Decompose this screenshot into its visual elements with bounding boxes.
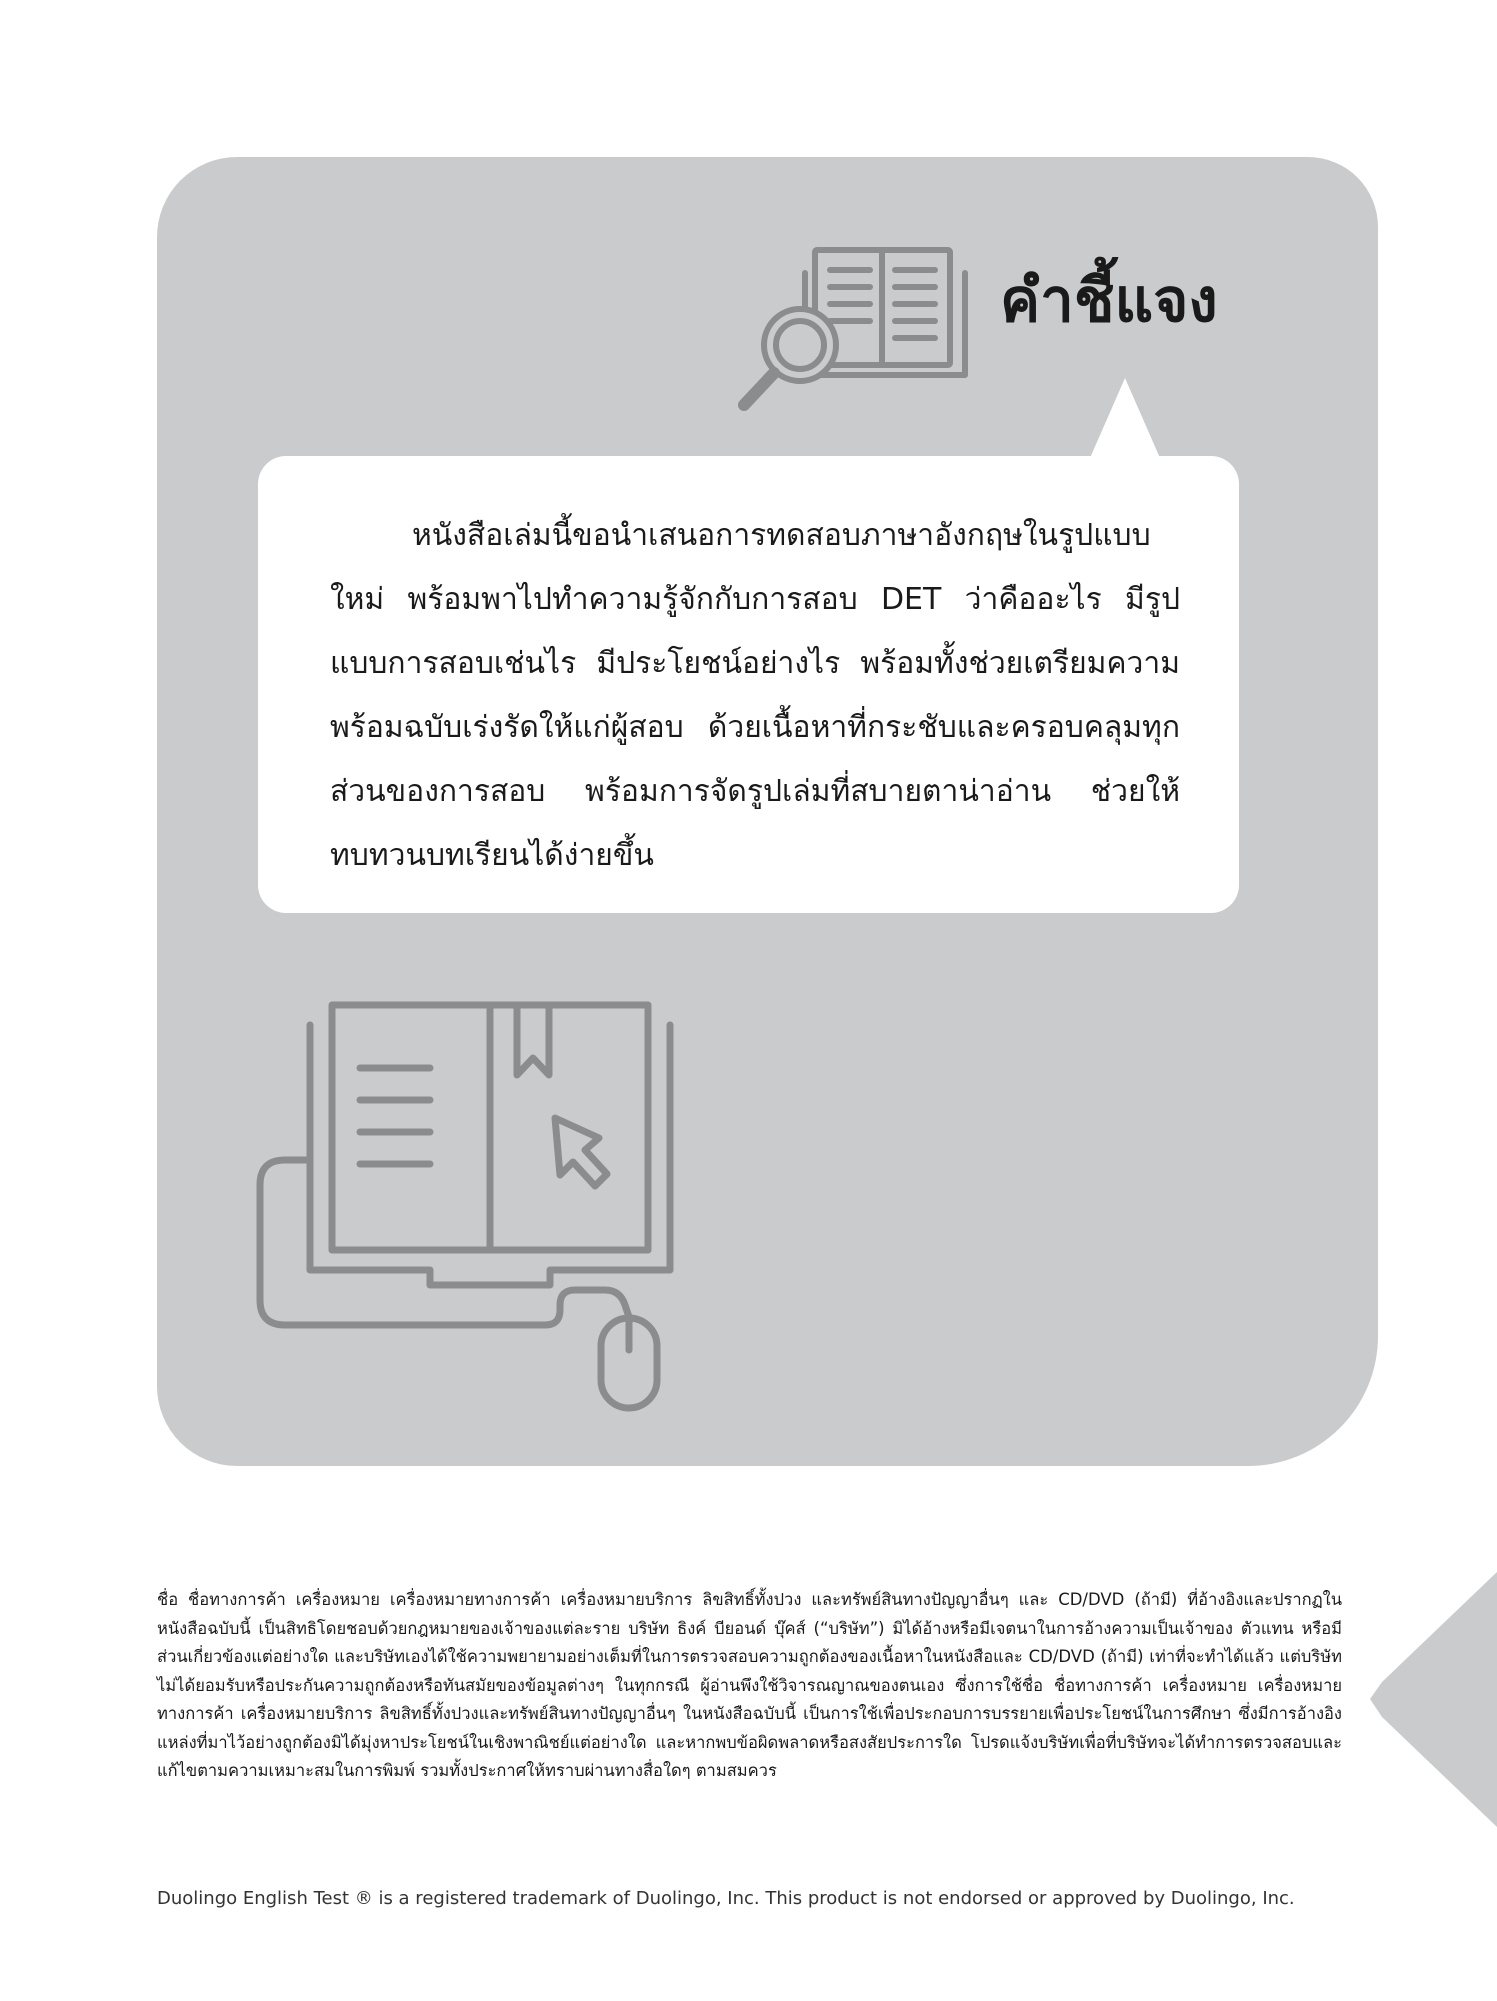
disclaimer-footnote: ชื่อ ชื่อทางการค้า เครื่องหมาย เครื่องหมายทางการค้า เครื่องหมายบริการ ลิขสิทธิ์ทั้งปวง และทรัพย์สินทางปัญญาอื่นๆ และ CD/DVD (ถ้ามี) ที่อ้างอิงและปรากฏในหนังสือฉบับนี้ เป็นสิทธิโดยชอบด้วยกฎหมายของเจ้าของแต่ละราย บริษัท ธิงค์ บียอนด์ บุ๊คส์ (“บริษัท”) มิได้อ้างหรือมีเจตนาในการอ้างความเป็นเจ้าของ ตัวแทน หรือมีส่วนเกี่ยวข้องแต่อย่างใด และบริษัทเองได้ใช้ความพยายามอย่างเต็มที่ในการตรวจสอบความถูกต้องของเนื้อหาในหนังสือและ CD/DVD (ถ้ามี) เท่าที่จะทำได้แล้ว แต่บริษัทไม่ได้ยอมรับหรือประกันความถูกต้องหรือทันสมัยของข้อมูลต่างๆ ในทุกกรณี ผู้อ่านพึงใช้วิจารณญาณของตนเอง ซึ่งการใช้ชื่อ ชื่อทางการค้า เครื่องหมาย เครื่องหมายทางการค้า เครื่องหมายบริการ ลิขสิทธิ์ทั้งปวงและทรัพย์สินทางปัญญาอื่นๆ ในหนังสือฉบับนี้ เป็นการใช้เพื่อประกอบการบรรยายเพื่อประโยชน์ในการศึกษา ซึ่งมีการอ้างอิงแหล่งที่มาไว้อย่างถูกต้องมิได้มุ่งหาประโยชน์ในเชิงพาณิชย์แต่อย่างใด และหากพบข้อผิดพลาดหรือสงสัยประการใด โปรดแจ้งบริษัทเพื่อที่บริษัทจะได้ทำการตรวจสอบและแก้ไขตามความเหมาะสมในการพิมพ์ รวมทั้งประกาศให้ทราบผ่านทางสื่อใดๆ ตามสมควร — [157, 1590, 1342, 1780]
page-title: คำชี้แจง — [1000, 266, 1218, 336]
laptop-ebook-mouse-icon — [255, 1000, 735, 1420]
book-magnifier-icon — [730, 245, 970, 425]
page-edge-arrow-icon — [1370, 1572, 1497, 1827]
speech-bubble — [258, 456, 1239, 913]
speech-bubble-tail — [1080, 378, 1160, 458]
trademark-notice: Duolingo English Test ® is a registered trademark of Duolingo, Inc. This product is not endorsed or approved by Duolingo, Inc. — [157, 1888, 1295, 1909]
intro-paragraph: หนังสือเล่มนี้ขอนำเสนอการทดสอบภาษาอังกฤษในรูปแบบใหม่ พร้อมพาไปทำความรู้จักกับการสอบ DET ว่าคืออะไร มีรูปแบบการสอบเช่นไร มีประโยชน์อย่างไร พร้อมทั้งช่วยเตรียมความพร้อมฉบับเร่งรัดให้แก่ผู้สอบ ด้วยเนื้อหาที่กระชับและครอบคลุมทุกส่วนของการสอบ พร้อมการจัดรูปเล่มที่สบายตาน่าอ่าน ช่วยให้ทบทวนบทเรียนได้ง่ายขึ้น — [330, 518, 1180, 873]
